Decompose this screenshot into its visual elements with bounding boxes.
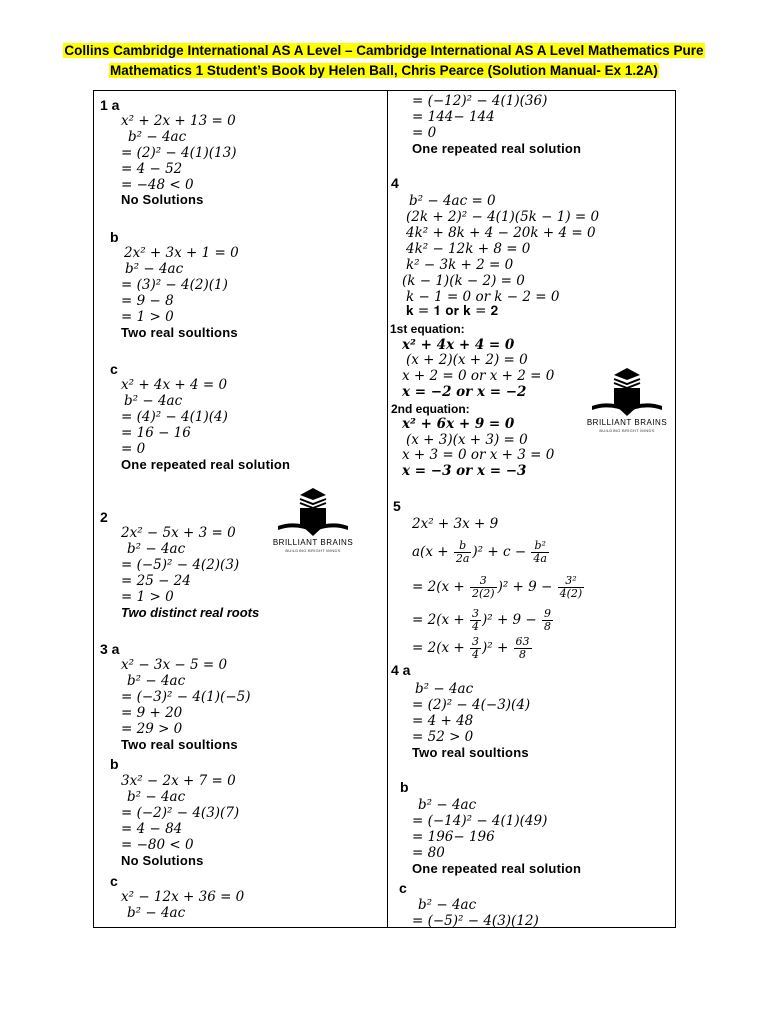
right-solution-line: 4k² + 8k + 4 − 20k + 4 = 0	[406, 225, 596, 241]
logo-tagline-text: BUILDING BRIGHT MINDS	[599, 428, 655, 433]
left-solution-line: Two real soultions	[121, 325, 238, 340]
right-solution-line: 2x² + 3x + 9	[412, 516, 499, 532]
right-solution-line: k² − 3k + 2 = 0	[406, 257, 514, 273]
q5-line-4: = 2(x + $\frac{3}{4}$ )² + $\frac{63}{8}$	[412, 635, 530, 661]
left-solution-line: = (4)² − 4(1)(4)	[121, 409, 228, 425]
right-solution-line: 𝐤 = 𝟏 𝐨𝐫 𝐤 = 𝟐	[406, 303, 499, 319]
left-question-label: 2	[100, 509, 108, 525]
left-solution-line: = 9 − 8	[121, 293, 174, 309]
right-solution-line: = (2)² − 4(−3)(4)	[412, 697, 531, 713]
right-solution-line: = (−12)² − 4(1)(36)	[412, 93, 548, 109]
right-question-label: b	[400, 779, 409, 795]
right-solution-line: = 144− 144	[412, 109, 495, 125]
left-solution-line: 3x² − 2x + 7 = 0	[121, 773, 236, 789]
right-solution-line: Two real soultions	[412, 745, 529, 760]
left-solution-line: Two real soultions	[121, 737, 238, 752]
right-solution-line: 4k² − 12k + 8 = 0	[406, 241, 531, 257]
left-question-label: c	[110, 361, 118, 377]
right-solution-line: b² − 4ac = 0	[409, 193, 496, 209]
left-solution-line: = 25 − 24	[121, 573, 191, 589]
left-solution-line: = 1 > 0	[121, 309, 174, 325]
left-solution-line: = 16 − 16	[121, 425, 191, 441]
left-solution-line: = 1 > 0	[121, 589, 174, 605]
logo-brand-text: BRILLIANT BRAINS	[272, 538, 354, 547]
left-solution-line: = 9 + 20	[121, 705, 183, 721]
right-solution-line: x + 2 = 0 or x + 2 = 0	[402, 368, 555, 384]
right-solution-line: x + 3 = 0 or x + 3 = 0	[402, 447, 555, 463]
left-solution-line: One repeated real solution	[121, 457, 291, 472]
right-solution-line: b² − 4ac	[418, 797, 477, 813]
right-solution-line: b² − 4ac	[418, 897, 477, 913]
right-solution-line: = (−5)² − 4(3)(12)	[412, 913, 539, 929]
left-solution-line: b² − 4ac	[127, 673, 186, 689]
q5-line-2: = 2(x + $\frac{3}{2(2)}$ )² + 9 − $\frac{\text{3²}}{4(2)}$	[412, 574, 583, 600]
right-solution-line: x = −2 or x = −2	[402, 384, 527, 400]
right-solution-line: = 4 + 48	[412, 713, 474, 729]
right-solution-line: One repeated real solution	[412, 141, 582, 156]
left-solution-line: x² − 12x + 36 = 0	[121, 889, 245, 905]
left-solution-line: No Solutions	[121, 192, 204, 207]
left-solution-line: x² + 4x + 4 = 0	[121, 377, 228, 393]
right-solution-line: x = −3 or x = −3	[402, 463, 527, 479]
left-solution-line: b² − 4ac	[127, 541, 186, 557]
left-solution-line: b² − 4ac	[127, 789, 186, 805]
right-solution-line: b² − 4ac	[415, 681, 474, 697]
left-question-label: 1 a	[100, 97, 120, 113]
left-solution-line: b² − 4ac	[124, 393, 183, 409]
title-line-1-text: Collins Cambridge International AS A Level – Cambridge International AS A Level Mathematics Pure	[64, 43, 704, 58]
left-solution-line: x² − 3x − 5 = 0	[121, 657, 228, 673]
right-solution-line: 1st equation:	[390, 322, 465, 336]
left-question-label: b	[110, 229, 119, 245]
logo-brand-text: BRILLIANT BRAINS	[586, 418, 668, 427]
right-solution-line: = 196− 196	[412, 829, 495, 845]
left-solution-line: = (−5)² − 4(2)(3)	[121, 557, 240, 573]
left-solution-line: = (−2)² − 4(3)(7)	[121, 805, 240, 821]
right-solution-line: = 80	[412, 845, 445, 861]
left-solution-line: b² − 4ac	[128, 129, 187, 145]
left-solution-line: = (−3)² − 4(1)(−5)	[121, 689, 251, 705]
title-line-2-text: Mathematics 1 Student’s Book by Helen Ball, Chris Pearce (Solution Manual- Ex 1.2A)	[110, 63, 658, 78]
right-solution-line: 2nd equation:	[391, 402, 470, 416]
left-solution-line: b² − 4ac	[127, 905, 186, 921]
left-question-label: 3 a	[100, 641, 120, 657]
q5-line-3: = 2(x + $\frac{3}{4}$ )² + 9 − $\frac{9}{8}$	[412, 607, 552, 633]
left-solution-line: = −80 < 0	[121, 837, 194, 853]
right-solution-line: (x + 3)(x + 3) = 0	[406, 432, 528, 448]
right-solution-line: = 0	[412, 125, 437, 141]
right-solution-line: = 52 > 0	[412, 729, 474, 745]
right-solution-line: = (−14)² − 4(1)(49)	[412, 813, 548, 829]
left-solution-line: = 4 − 52	[121, 161, 183, 177]
right-solution-line: (x + 2)(x + 2) = 0	[406, 352, 528, 368]
left-question-label: c	[110, 873, 118, 889]
left-solution-line: = −48 < 0	[121, 177, 194, 193]
left-solution-line: = 29 > 0	[121, 721, 183, 737]
left-solution-line: x² + 2x + 13 = 0	[121, 113, 236, 129]
right-question-label: 5	[393, 498, 401, 514]
left-solution-line: 2x² + 3x + 1 = 0	[124, 245, 239, 261]
right-solution-line: k − 1 = 0 or k − 2 = 0	[406, 289, 560, 305]
right-solution-line: (k − 1)(k − 2) = 0	[402, 273, 525, 289]
right-solution-line: (2k + 2)² − 4(1)(5k − 1) = 0	[406, 209, 600, 225]
q5-line-1: a(x + $\frac{b}{2a}$ )² + c − $\frac{\text{b²}}{4a}$	[412, 539, 547, 565]
left-solution-line: No Solutions	[121, 853, 204, 868]
right-question-label: 4	[391, 175, 399, 191]
left-solution-line: = 0	[121, 441, 146, 457]
logo-pencil-icon	[268, 486, 358, 538]
left-solution-line: = (3)² − 4(2)(1)	[121, 277, 228, 293]
left-solution-line: = (2)² − 4(1)(13)	[121, 145, 237, 161]
brilliant-brains-logo	[268, 486, 358, 562]
left-solution-line: Two distinct real roots	[121, 605, 260, 620]
right-question-label: c	[399, 880, 407, 896]
left-question-label: b	[110, 756, 119, 772]
right-solution-line: x² + 4x + 4 = 0	[402, 337, 515, 353]
brilliant-brains-logo	[582, 366, 672, 442]
logo-pencil-icon	[582, 366, 672, 418]
left-solution-line: b² − 4ac	[125, 261, 184, 277]
right-solution-line: One repeated real solution	[412, 861, 582, 876]
right-solution-line: x² + 6x + 9 = 0	[402, 416, 515, 432]
left-solution-line: = 4 − 84	[121, 821, 183, 837]
right-question-label: 4 a	[391, 662, 411, 678]
left-solution-line: 2x² − 5x + 3 = 0	[121, 525, 236, 541]
logo-tagline-text: BUILDING BRIGHT MINDS	[285, 548, 341, 553]
